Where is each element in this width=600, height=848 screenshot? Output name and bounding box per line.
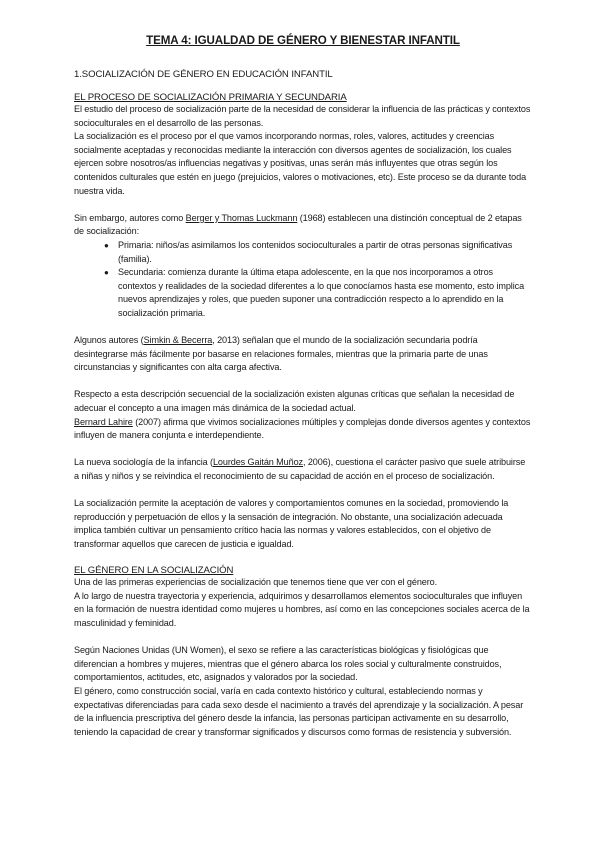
paragraph: La nueva sociología de la infancia (Lourdes Gaitán Muñoz, 2006), cuestiona el carácter pasivo que suele atribuirse a niñas y niños y se reivindica el reconocimiento de su capacidad de acción en el proceso de socialización. [74,457,526,482]
citation-link[interactable]: Simkin & Becerra [143,335,213,346]
paragraph: Bernard Lahire (2007) afirma que vivimos socializaciones múltiples y complejas donde diversos agentes y contextos influyen de manera conjunta e interdependiente. [74,416,531,441]
list-item: ● Secundaria: comienza durante la última etapa adolescente, en la que nos incorporamos a otros contextos y realidades de la sociedad diferentes a lo que conocíamos hasta ese momento, esto implica nuevos aprendizajes y roles, que pueden suponer una contradicción respecto a lo aprendido en la socialización primaria. [104,267,525,318]
bullet-icon: ● [104,240,109,250]
paragraph: Sin embargo, autores como Berger y Thomas Luckmann (1968) establecen una distinción conceptual de 2 etapas de socialización: [74,212,522,237]
paragraph: Una de las primeras experiencias de socialización que tenemos tiene que ver con el género. [74,577,438,588]
citation-link[interactable]: Bernard Lahire [74,416,133,427]
page-title: TEMA 4: IGUALDAD DE GÉNERO Y BIENESTAR INFANTIL [146,34,460,47]
paragraph: La socialización permite la aceptación de valores y comportamientos comunes en la sociedad, promoviendo la reproducción y perpetuación de ellos y la sensación de integración. No obstante, una socialización adecuada implica también cultivar un pensamiento crítico hacia las normas y valores establecidos, con el objetivo de transformar aquellos que carecen de justicia e igualdad. [74,498,509,549]
subheading-proceso: EL PROCESO DE SOCIALIZACIÓN PRIMARIA Y SECUNDARIA [74,92,347,103]
bullet-icon: ● [104,268,109,278]
citation-link[interactable]: Lourdes Gaitán Muñoz [212,457,303,468]
list-item: ● Primaria: niños/as asimilamos los contenidos socioculturales a partir de otras personas significativas (familia). [104,239,513,264]
paragraph: El género, como construcción social, varía en cada contexto histórico y cultural, estableciendo normas y expectativas diferenciadas para cada sexo desde el nacimiento a través del aprendizaje y la socialización. A pesar de la influencia prescriptiva del género desde la infancia, las personas participan activamente en su desarrollo, teniendo la capacidad de crear y transformar significados y discursos como formas de resistencia y subversión. [74,685,524,737]
paragraph: Según Naciones Unidas (UN Women), el sexo se refiere a las características biológicas y fisiológicas que diferencian a hombres y mujeres, mientras que el género abarca los roles social y culturalmente construidos, comportamientos, actitudes, etc, asignados y valorados por la sociedad. [74,645,502,683]
paragraph: Respecto a esta descripción secuencial de la socialización existen algunas críticas que señalan la necesidad de adecuar el concepto a una imagen más dinámica de la sociedad actual. [74,389,515,414]
document-page [74,30,532,739]
paragraph: La socialización es el proceso por el que vamos incorporando normas, roles, valores, actitudes y creencias socialmente aceptadas y reconocidas mediante la interacción con diversos agentes de socialización, los cuales ejercen sobre nosotros/as influencias negativas y positivas, unas serán más influyentes que otras según los contenidos culturales que estén en juego (prejuicios, valores o motivaciones, etc). Este proceso se da durante toda nuestra vida. [74,131,527,196]
citation-link[interactable]: Berger y Thomas Luckmann [185,212,298,223]
paragraph: A lo largo de nuestra trayectoria y experiencia, adquirimos y desarrollamos elementos socioculturales que influyen en la formación de nuestra identidad como mujeres u hombres, así como en las concepciones sociales acerca de la masculinidad y feminidad. [74,590,530,628]
section-heading: 1.SOCIALIZACIÓN DE GÉNERO EN EDUCACIÓN INFANTIL [74,69,333,80]
bullet-list [74,239,532,321]
subheading-genero: EL GÉNERO EN LA SOCIALIZACIÓN [74,565,234,577]
paragraph: El estudio del proceso de socialización parte de la necesidad de considerar la influencia de las prácticas y contextos socioculturales en el desarrollo de las personas. [74,104,531,128]
paragraph: Algunos autores (Simkin & Becerra, 2013) señalan que el mundo de la socialización secundaria podría desintegrarse más fácilmente por basarse en relaciones formales, mientras que la primaria parte de unas circunstancias y significantes con alta carga afectiva. [74,335,488,373]
